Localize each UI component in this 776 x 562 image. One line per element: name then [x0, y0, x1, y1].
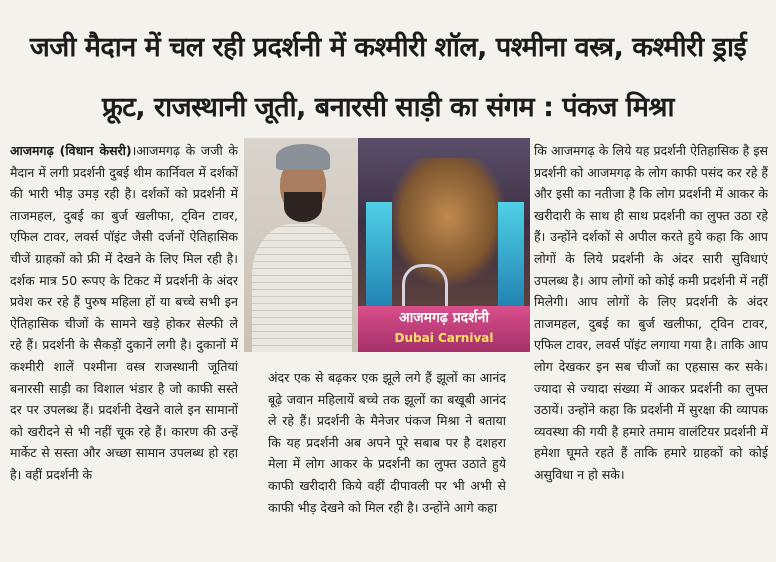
person-cap [276, 144, 330, 170]
headline-line-1: जजी मैदान में चल रही प्रदर्शनी में कश्मीरी शॉल, पश्मीना वस्त्र, कश्मीरी ड्राई [29, 32, 747, 63]
column-1-text: ।आजमगढ़ के जजी के मैदान में लगी प्रदर्शनी दुबई थीम कार्निवल में दर्शकों की भारी भीड़ उमड़ रही है। दर्शकों को प्रदर्शनी में ताजमहल, दुबई का बुर्ज खलीफा, ट्विन टावर, एफिल टावर, लवर्स पॉइंट जैसी दर्जनों ऐतिहासिक चीजें ग्राहकों को फ्री में देखने के लिए मिल रही है। दर्शक मात्र 50 रूपए के टिकट में प्रदर्शनी के अंदर प्रवेश कर रहे हैं पुरुष महिला हों या बच्चे सभी इन ऐतिहासिक चीजों के सामने खड़े होकर सेल्फी ले रहे हैं। प्रदर्शनी के सैकड़ों दुकानें लगी है। दुकानों में कश्मीरी शालें पश्मीना वस्त्र राजस्थानी जूतियां बनारसी साड़ी का विशाल भंडार है जो काफी सस्ते दर पर उपलब्ध हैं। प्रदर्शनी देखने वाले इन सामानों को खरीदने से भी नहीं चूक रहे हैं। कारण की उन्हें मार्केट से सस्ता और अच्छा सामान उपलब्ध हो रहा है। वहीं प्रदर्शनी के [10, 143, 238, 482]
article-column-1 [10, 140, 238, 538]
dateline: आजमगढ़ (विधान केसरी) [10, 143, 132, 158]
exhibition-photo [358, 138, 530, 352]
article-column-2 [268, 367, 506, 539]
article-column-3 [534, 140, 768, 538]
headline [8, 18, 768, 138]
column-2-text: अंदर एक से बढ़कर एक झूले लगे हैं झूलों का आनंद बूढ़े जवान महिलायें बच्चे तक झूलों का बखूबी आनंद ले रहे हैं। प्रदर्शनी के मैनेजर पंकज मिश्रा ने बताया कि यह प्रदर्शनी अब अपने पूरे सबाब पर है दशहरा मेला में लोग आकर के प्रदर्शनी का लुफ्त उठाते हुये काफी खरीदारी किये वहीं दीपावली पर भी अभी से काफी भीड़ देखने को मिल रही है। उन्होंने आगे कहा [268, 370, 506, 515]
banner-title: आजमगढ़ प्रदर्शनी [398, 310, 490, 326]
column-3-text: कि आजमगढ़ के लिये यह प्रदर्शनी ऐतिहासिक है इस प्रदर्शनी को आजमगढ़ के लोग काफी पसंद कर रहे हैं और इसी का नतीजा है कि लोग प्रदर्शनी में आकर के खरीदारी के साथ ही साथ प्रदर्शनी का लुफ्त उठा रहे हैं। उन्होंने दर्शकों से अपील करते हुये कहा कि आप लोगों के लिये प्रदर्शनी के अंदर सारी सुविधाएं उपलब्ध है। आप लोगों को कोई कमी प्रदर्शनी में नहीं मिलेगी। आप लोगों के लिए प्रदर्शनी के अंदर ताजमहल, दुबई का बुर्ज खलीफा, ट्विन टावर, एफिल टावर, लवर्स पॉइंट लगाया गया है। ताकि आप लोग देखकर इन सब चीजों का एहसास कर सके। ज्यादा से ज्यादा संख्या में आकर प्रदर्शनी का लुफ्त उठायें। उन्होंने कहा कि प्रदर्शनी में सुरक्षा की व्यापक व्यवस्था की गयी है हमारे तमाम वालंटियर प्रदर्शनी में हमेशा घूमते रहते हैं ताकि हमारे ग्राहकों को कोई असुविधा न हो सके। [534, 143, 768, 482]
person-beard [284, 192, 322, 222]
gate-arch [402, 264, 448, 311]
lit-pillar-left [366, 202, 392, 312]
lit-pillar-right [498, 202, 524, 312]
person-shirt [252, 224, 352, 352]
person-photo [244, 138, 358, 352]
eagle-statue [388, 158, 508, 288]
exhibition-banner [358, 306, 530, 352]
headline-line-2: फ्रूट, राजस्थानी जूती, बनारसी साड़ी का संगम : पंकज मिश्रा [101, 92, 675, 123]
article-photo [244, 138, 530, 352]
banner-subtitle: Dubai Carnival [394, 331, 494, 345]
